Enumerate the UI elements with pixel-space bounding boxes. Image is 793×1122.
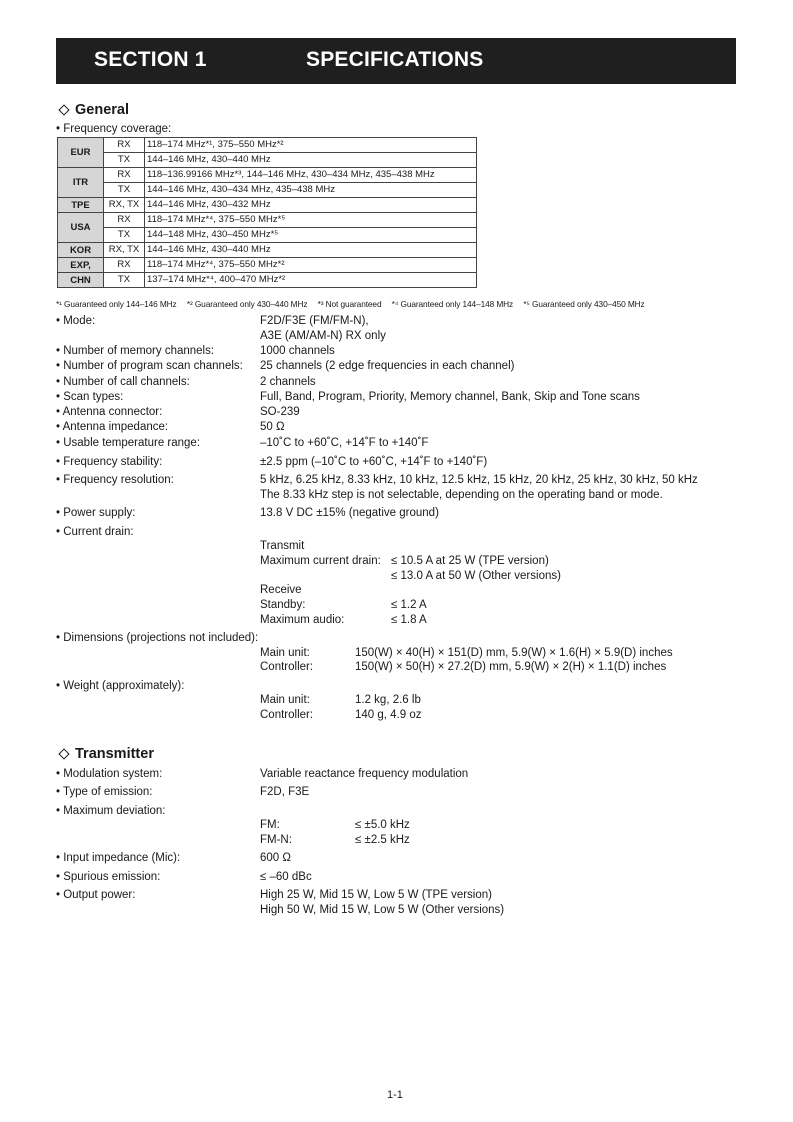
range-cell: 144–148 MHz, 430–450 MHz*⁵ bbox=[145, 228, 477, 243]
antenna-connector-value: SO-239 bbox=[260, 406, 300, 418]
resolution-value: 5 kHz, 6.25 kHz, 8.33 kHz, 10 kHz, 12.5 kHz, 15 kHz, 20 kHz, 25 kHz, 30 kHz, 50 kHz bbox=[260, 474, 698, 486]
dimensions-label: • Dimensions (projections not included): bbox=[56, 632, 259, 644]
region-cell: EUR bbox=[58, 138, 104, 168]
drain-standby-value: ≤ 1.2 A bbox=[391, 599, 427, 611]
drain-max-value: ≤ 10.5 A at 25 W (TPE version) bbox=[391, 555, 549, 567]
table-row bbox=[58, 168, 477, 183]
band-cell: TX bbox=[104, 273, 145, 288]
antenna-connector-label: • Antenna connector: bbox=[56, 406, 163, 418]
mode-value: F2D/F3E (FM/FM-N), bbox=[260, 315, 369, 327]
drain-max-label: Maximum current drain: bbox=[260, 555, 381, 567]
diamond-icon bbox=[58, 104, 69, 115]
band-cell: TX bbox=[104, 183, 145, 198]
footnote: *⁵ Guaranteed only 430–450 MHz bbox=[523, 299, 645, 309]
table-row bbox=[58, 228, 477, 243]
region-cell: ITR bbox=[58, 168, 104, 198]
dimensions-controller-label: Controller: bbox=[260, 661, 314, 673]
range-cell: 144–146 MHz, 430–440 MHz bbox=[145, 153, 477, 168]
output-power-value-2: High 50 W, Mid 15 W, Low 5 W (Other versions) bbox=[260, 904, 505, 916]
region-cell: TPE bbox=[58, 198, 104, 213]
band-cell: RX bbox=[104, 138, 145, 153]
output-power-value: High 25 W, Mid 15 W, Low 5 W (TPE version) bbox=[260, 889, 492, 901]
range-cell: 144–146 MHz, 430–432 MHz bbox=[145, 198, 477, 213]
region-cell: USA bbox=[58, 213, 104, 243]
region-cell: EXP, bbox=[58, 258, 104, 273]
antenna-impedance-label: • Antenna impedance: bbox=[56, 421, 169, 433]
table-row bbox=[58, 138, 477, 153]
deviation-fm-value: ≤ ±5.0 kHz bbox=[355, 819, 410, 831]
antenna-impedance-value: 50 Ω bbox=[260, 421, 285, 433]
drain-receive-heading: Receive bbox=[260, 584, 302, 596]
emission-type-value: F2D, F3E bbox=[260, 786, 310, 798]
dimensions-main-label: Main unit: bbox=[260, 647, 310, 659]
weight-controller-value: 140 g, 4.9 oz bbox=[355, 709, 422, 721]
band-cell: TX bbox=[104, 153, 145, 168]
range-cell: 137–174 MHz*⁴, 400–470 MHz*² bbox=[145, 273, 477, 288]
deviation-fmn-value: ≤ ±2.5 kHz bbox=[355, 834, 410, 846]
power-supply-value: 13.8 V DC ±15% (negative ground) bbox=[260, 507, 439, 519]
stability-value: ±2.5 ppm (–10˚C to +60˚C, +14˚F to +140˚F) bbox=[260, 456, 488, 468]
resolution-note: The 8.33 kHz step is not selectable, depending on the operating band or mode. bbox=[260, 489, 663, 501]
program-scan-label: • Number of program scan channels: bbox=[56, 360, 243, 372]
temperature-value: –10˚C to +60˚C, +14˚F to +140˚F bbox=[260, 437, 429, 449]
call-channels-label: • Number of call channels: bbox=[56, 376, 190, 388]
spurious-label: • Spurious emission: bbox=[56, 871, 161, 883]
program-scan-value: 25 channels (2 edge frequencies in each channel) bbox=[260, 360, 515, 372]
footnote: *¹ Guaranteed only 144–146 MHz bbox=[56, 299, 177, 309]
table-row bbox=[58, 153, 477, 168]
region-cell: KOR bbox=[58, 243, 104, 258]
power-supply-label: • Power supply: bbox=[56, 507, 136, 519]
deviation-label: • Maximum deviation: bbox=[56, 805, 166, 817]
range-cell: 118–174 MHz*⁴, 375–550 MHz*² bbox=[145, 258, 477, 273]
range-cell: 118–174 MHz*¹, 375–550 MHz*² bbox=[145, 138, 477, 153]
drain-max-value-2: ≤ 13.0 A at 50 W (Other versions) bbox=[391, 570, 561, 582]
memory-channels-value: 1000 channels bbox=[260, 345, 335, 357]
table-row bbox=[58, 198, 477, 213]
mode-value-2: A3E (AM/AM-N) RX only bbox=[260, 330, 386, 342]
band-cell: RX, TX bbox=[104, 198, 145, 213]
table-row bbox=[58, 213, 477, 228]
band-cell: RX bbox=[104, 213, 145, 228]
footnote: *² Guaranteed only 430–440 MHz bbox=[186, 299, 308, 309]
deviation-fmn-label: FM-N: bbox=[260, 834, 292, 846]
frequency-coverage-table bbox=[57, 137, 477, 288]
footnotes bbox=[56, 299, 653, 309]
weight-label: • Weight (approximately): bbox=[56, 680, 185, 692]
table-row bbox=[58, 243, 477, 258]
drain-audio-value: ≤ 1.8 A bbox=[391, 614, 427, 626]
range-cell: 144–146 MHz, 430–434 MHz, 435–438 MHz bbox=[145, 183, 477, 198]
deviation-fm-label: FM: bbox=[260, 819, 280, 831]
range-cell: 118–174 MHz*⁴, 375–550 MHz*⁵ bbox=[145, 213, 477, 228]
dimensions-main-value: 150(W) × 40(H) × 151(D) mm, 5.9(W) × 1.6(H) × 5.9(D) inches bbox=[355, 647, 673, 659]
scan-types-label: • Scan types: bbox=[56, 391, 124, 403]
table-row bbox=[58, 273, 477, 288]
range-cell: 118–136.99166 MHz*³, 144–146 MHz, 430–434 MHz, 435–438 MHz bbox=[145, 168, 477, 183]
section-title: SPECIFICATIONS bbox=[306, 48, 484, 71]
range-cell: 144–146 MHz, 430–440 MHz bbox=[145, 243, 477, 258]
input-impedance-value: 600 Ω bbox=[260, 852, 291, 864]
output-power-label: • Output power: bbox=[56, 889, 136, 901]
weight-controller-label: Controller: bbox=[260, 709, 314, 721]
transmitter-heading bbox=[58, 746, 154, 762]
page-number: 1-1 bbox=[387, 1089, 403, 1101]
transmitter-heading-text: Transmitter bbox=[75, 746, 154, 762]
drain-standby-label: Standby: bbox=[260, 599, 306, 611]
input-impedance-label: • Input impedance (Mic): bbox=[56, 852, 181, 864]
band-cell: RX bbox=[104, 258, 145, 273]
current-drain-label: • Current drain: bbox=[56, 526, 134, 538]
modulation-value: Variable reactance frequency modulation bbox=[260, 768, 469, 780]
spurious-value: ≤ –60 dBc bbox=[260, 871, 312, 883]
footnote: *⁴ Guaranteed only 144–148 MHz bbox=[391, 299, 514, 309]
general-heading bbox=[58, 102, 129, 118]
stability-label: • Frequency stability: bbox=[56, 456, 163, 468]
band-cell: RX, TX bbox=[104, 243, 145, 258]
general-heading-text: General bbox=[75, 102, 129, 118]
memory-channels-label: • Number of memory channels: bbox=[56, 345, 215, 357]
diamond-icon bbox=[58, 748, 69, 759]
drain-transmit-heading: Transmit bbox=[260, 540, 305, 552]
band-cell: TX bbox=[104, 228, 145, 243]
table-row bbox=[58, 258, 477, 273]
weight-main-label: Main unit: bbox=[260, 694, 310, 706]
scan-types-value: Full, Band, Program, Priority, Memory channel, Bank, Skip and Tone scans bbox=[260, 391, 640, 403]
temperature-label: • Usable temperature range: bbox=[56, 437, 201, 449]
modulation-label: • Modulation system: bbox=[56, 768, 163, 780]
drain-audio-label: Maximum audio: bbox=[260, 614, 345, 626]
section-banner bbox=[56, 38, 736, 84]
mode-label: • Mode: bbox=[56, 315, 96, 327]
section-number: SECTION 1 bbox=[94, 48, 207, 71]
table-row bbox=[58, 183, 477, 198]
footnote: *³ Not guaranteed bbox=[317, 299, 382, 309]
frequency-coverage-label: • Frequency coverage: bbox=[56, 123, 172, 135]
region-cell: CHN bbox=[58, 273, 104, 288]
emission-type-label: • Type of emission: bbox=[56, 786, 153, 798]
band-cell: RX bbox=[104, 168, 145, 183]
call-channels-value: 2 channels bbox=[260, 376, 316, 388]
weight-main-value: 1.2 kg, 2.6 lb bbox=[355, 694, 421, 706]
resolution-label: • Frequency resolution: bbox=[56, 474, 174, 486]
dimensions-controller-value: 150(W) × 50(H) × 27.2(D) mm, 5.9(W) × 2(H) × 1.1(D) inches bbox=[355, 661, 667, 673]
